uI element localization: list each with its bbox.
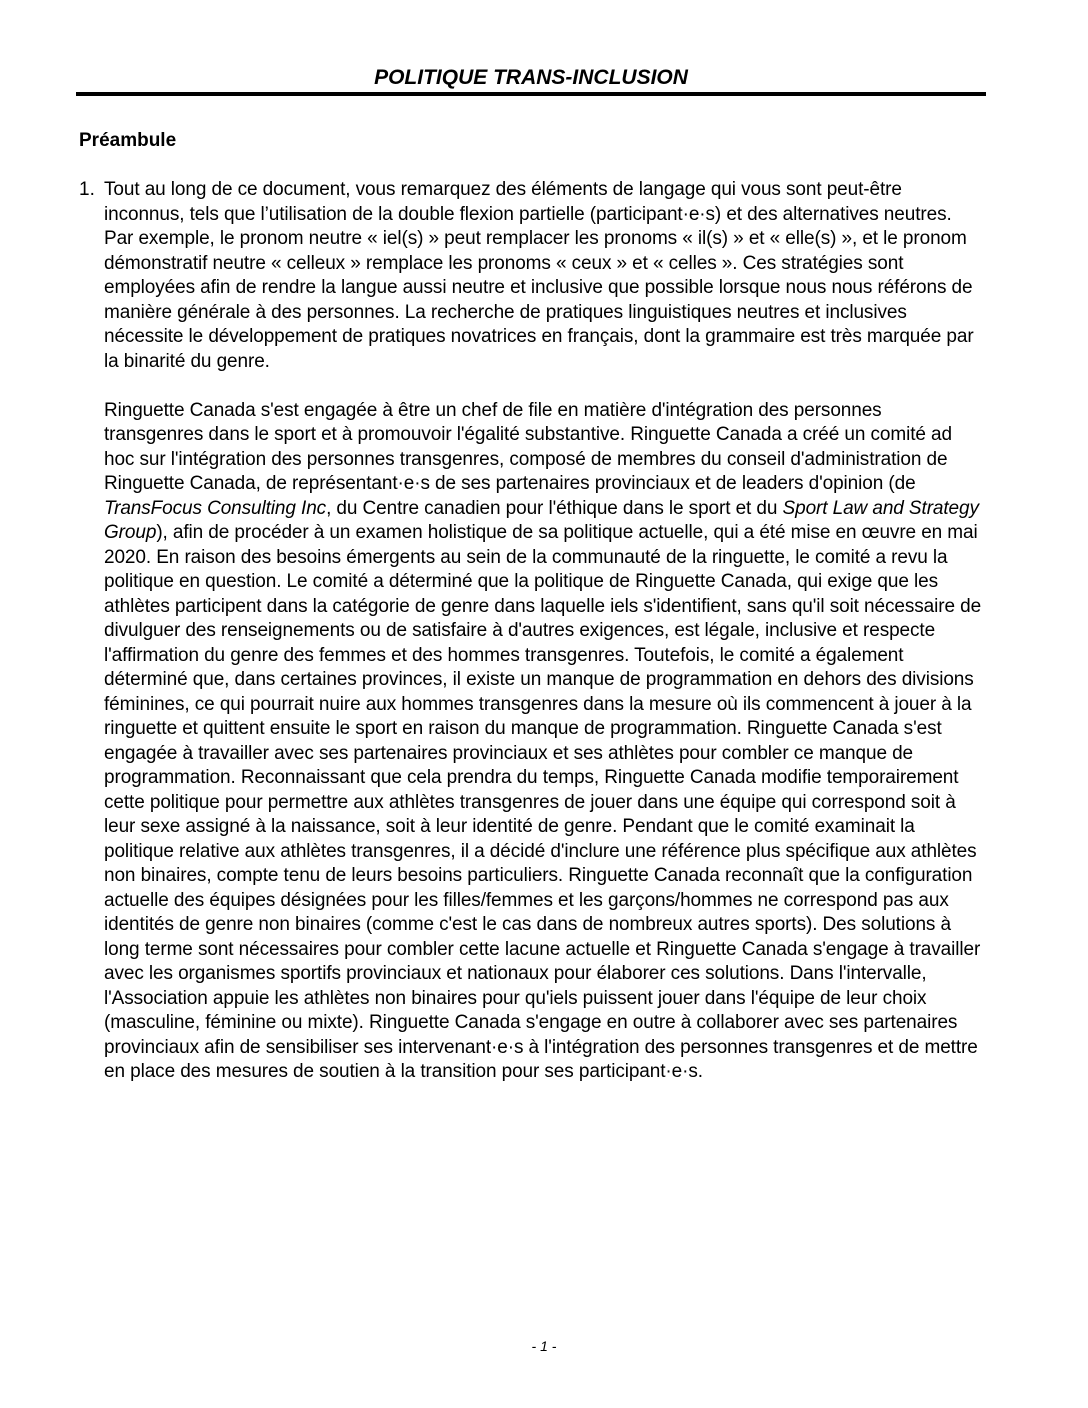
paragraph-language-note: Tout au long de ce document, vous remarquez des éléments de langage qui vous sont peut-être inconnus, tels que l’utilisation de la double flexion partielle (participant·e·s) et des alternatives neutres. Par exemple, le pronom neutre « iel(s) » peut remplacer les pronoms « il(s) » et « elle(s) », et le pronom démonstratif neutre « celleux » remplace les pronoms « ceux » et « celles ». Ces stratégies sont employées afin de rendre la langue aussi neutre et inclusive que possible lorsque nous nous référons de manière générale à des personnes. La recherche de pratiques linguistiques neutres et inclusives nécessite le développement de pratiques novatrices en français, dont la grammaire est très marquée par la binarité du genre. bbox=[104, 179, 974, 372]
paragraph-ringuette-commitment bbox=[104, 399, 984, 1085]
paragraph-text: ), afin de procéder à un examen holistique de sa politique actuelle, qui a été mise en œuvre en mai 2020. En raison des besoins émergents au sein de la communauté de la ringuette, le comité a revu la politique en question. Le comité a déterminé que la politique de Ringuette Canada, qui exige que les athlètes participent dans la catégorie de genre dans laquelle iels s'identifient, sans qu'il soit nécessaire de divulguer des renseignements ou de satisfaire à d'autres exigences, est légale, inclusive et respecte l'affirmation du genre des femmes et des hommes transgenres. Toutefois, le comité a également déterminé que, dans certaines provinces, il existe un manque de programmation en dehors des divisions féminines, ce qui pourrait nuire aux hommes transgenres dans la mesure où ils commencent à jouer à la ringuette et quittent ensuite le sport en raison du manque de programmation. Ringuette Canada s'est engagée à travailler avec ses partenaires provinciaux et ses athlètes pour combler ce manque de programmation. Reconnaissant que cela prendra du temps, Ringuette Canada modifie temporairement cette politique pour permettre aux athlètes transgenres de jouer dans une équipe qui correspond soit à leur sexe assigné à la naissance, soit à leur identité de genre. Pendant que le comité examinait la politique relative aux athlètes transgenres, il a décidé d'inclure une référence plus spécifique aux athlètes non binaires, compte tenu de leurs besoins particuliers. Ringuette Canada reconnaît que la configuration actuelle des équipes désignées pour les filles/femmes et les garçons/hommes ne correspond pas aux identités de genre non binaires (comme c'est le cas dans de nombreux autres sports). Des solutions à long terme sont nécessaires pour combler cette lacune actuelle et Ringuette Canada s'engage à travailler avec les organismes sportifs provinciaux et nationaux pour élaborer ces solutions. Dans l'intervalle, l'Association appuie les athlètes non binaires pour qu'iels puissent jouer dans l'équipe de leur choix (masculine, féminine ou mixte). Ringuette Canada s'engage en outre à collaborer avec ses partenaires provinciaux afin de sensibiliser ses intervenant·e·s à l'intégration des personnes transgenres et de mettre en place des mesures de soutien à la transition pour ses participant·e·s. bbox=[104, 522, 982, 1082]
paragraph-text: Ringuette Canada s'est engagée à être un chef de file en matière d'intégration des personnes transgenres dans le sport et à promouvoir l'égalité substantive. Ringuette Canada a créé un comité ad hoc sur l'intégration des personnes transgenres, composé de membres du conseil d'administration de Ringuette Canada, de représentant·e·s de ses partenaires provinciaux et de leaders d'opinion (de bbox=[104, 399, 952, 494]
page-number: - 1 - bbox=[531, 1338, 557, 1354]
organization-name: TransFocus Consulting Inc bbox=[104, 497, 327, 519]
item-number: 1. bbox=[79, 179, 95, 200]
organization-name: Sport Law and Strategy Group bbox=[104, 497, 979, 543]
section-heading: Préambule bbox=[79, 130, 177, 151]
title-divider bbox=[76, 92, 986, 96]
document-title: POLITIQUE TRANS-INCLUSION bbox=[374, 66, 688, 89]
list-item bbox=[79, 178, 984, 1085]
paragraph-text: , du Centre canadien pour l'éthique dans le sport et du bbox=[326, 497, 783, 519]
